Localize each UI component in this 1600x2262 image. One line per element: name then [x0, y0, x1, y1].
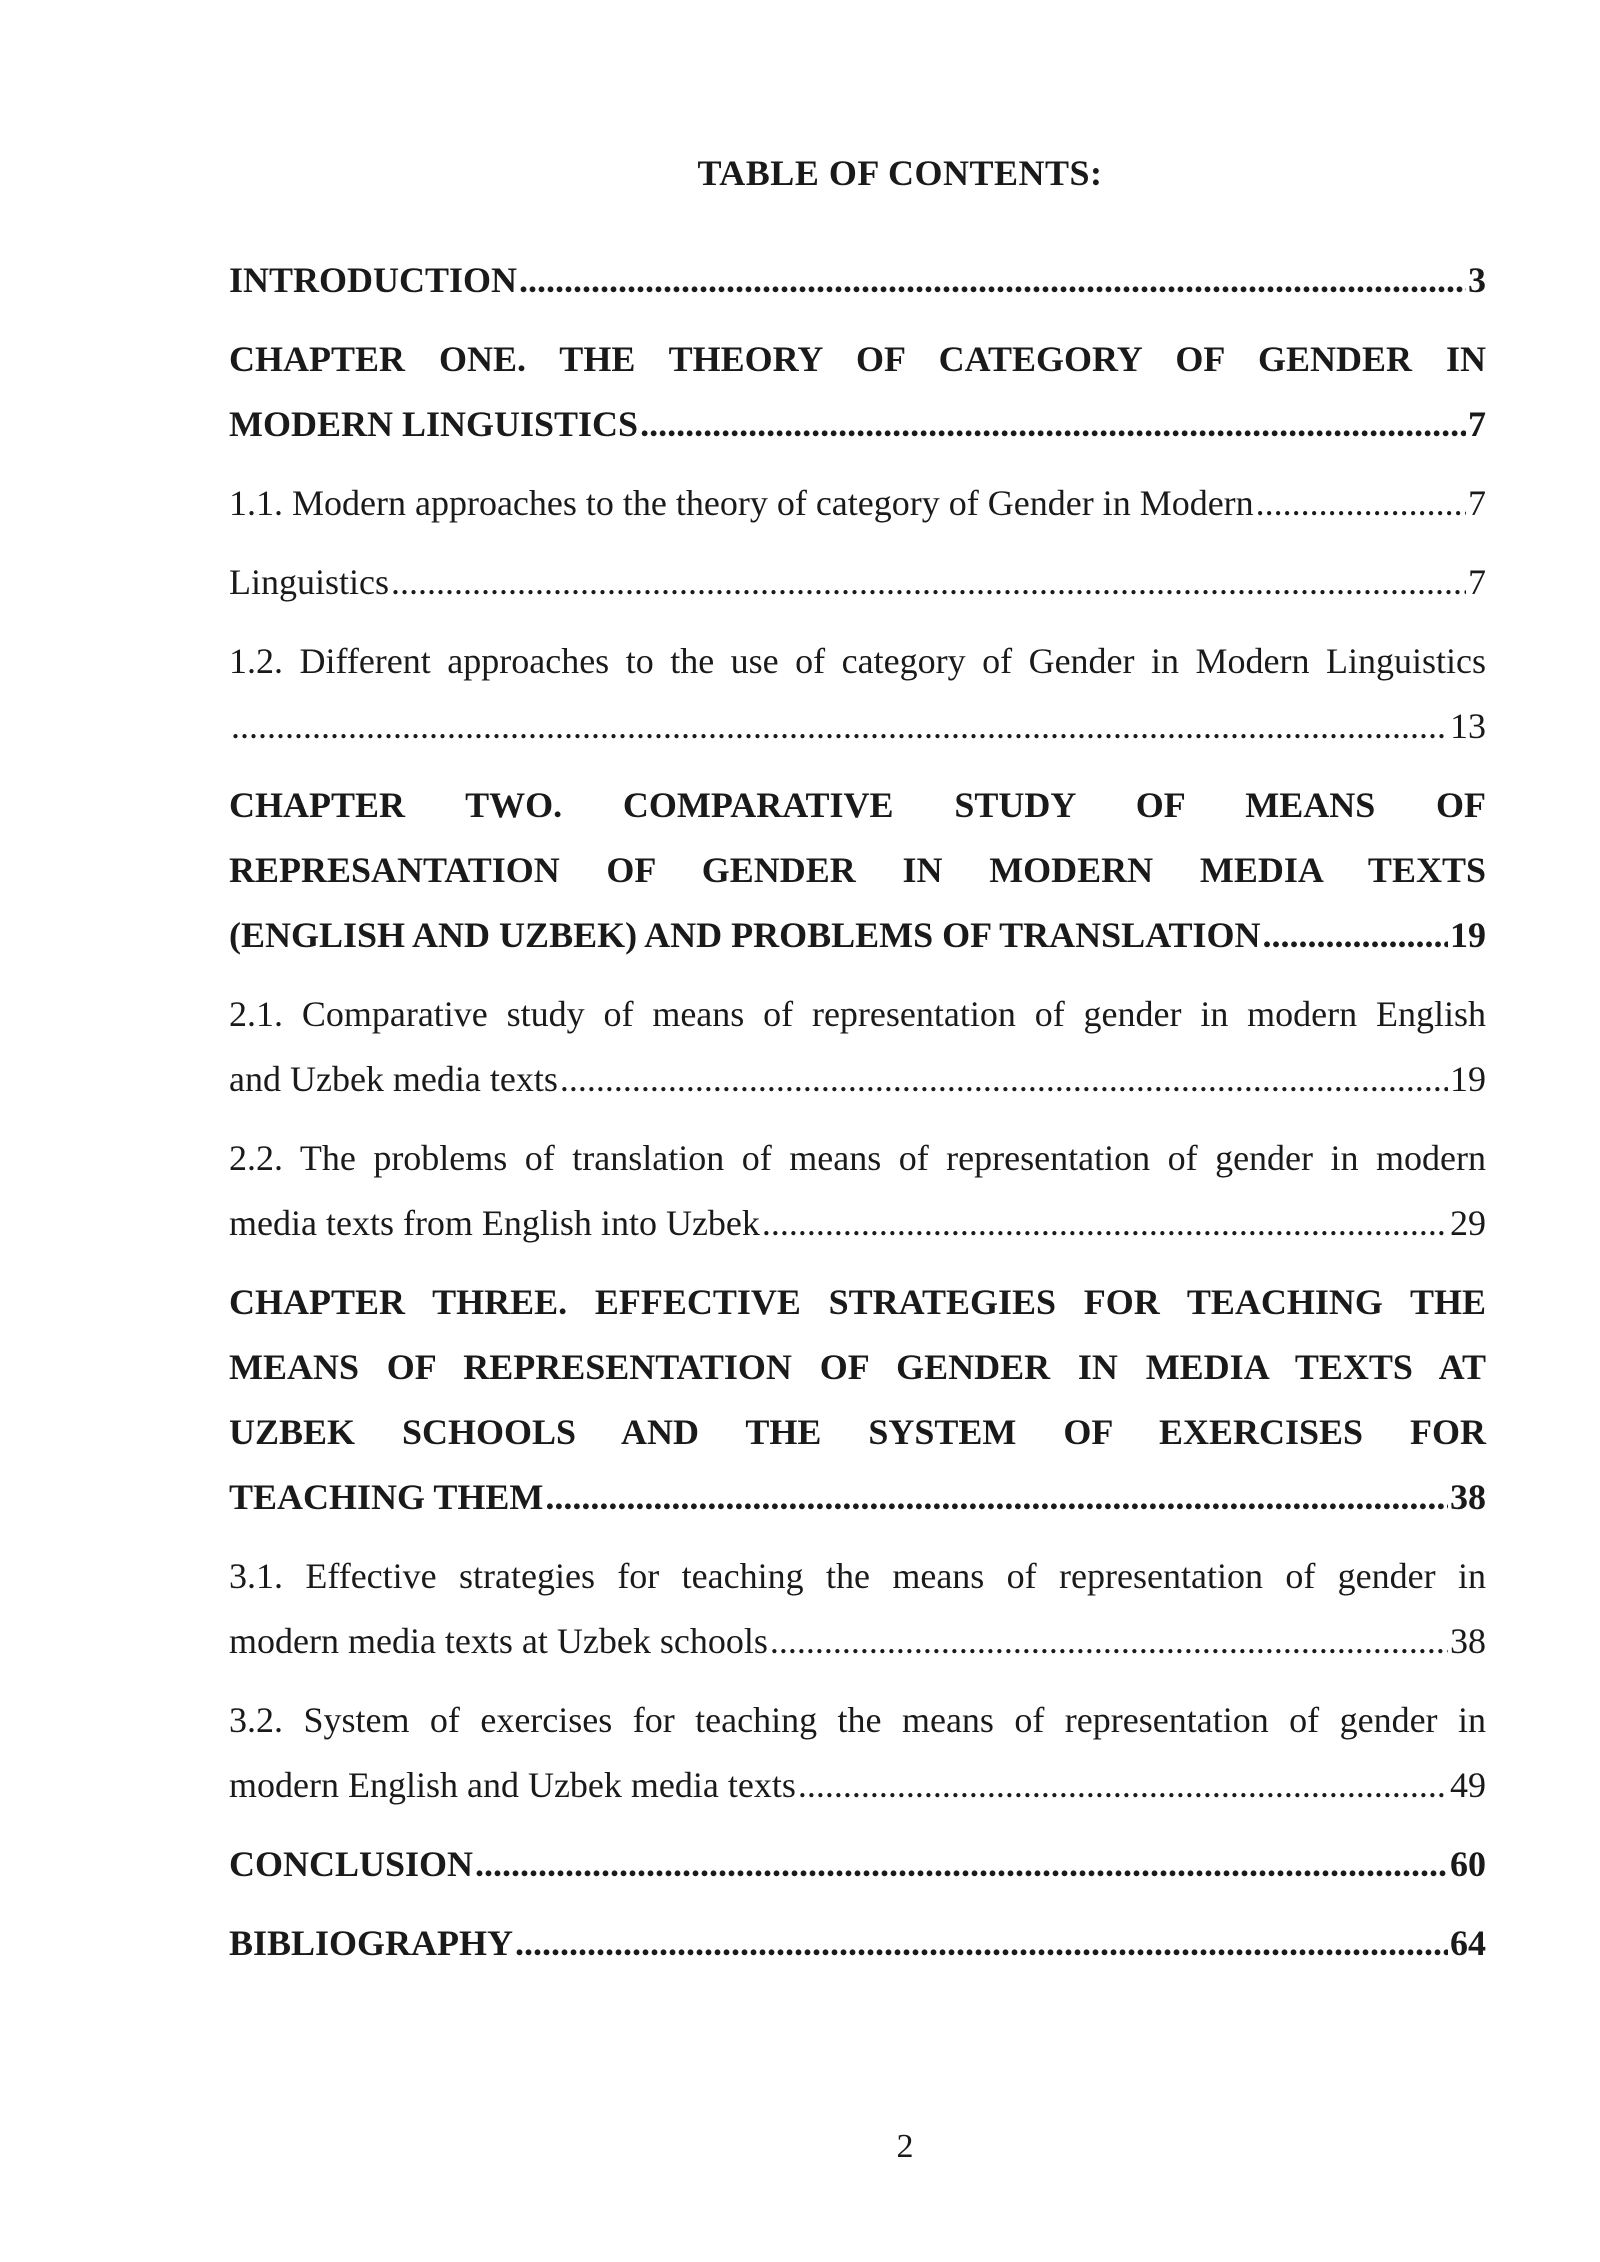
dot-leader: [1263, 903, 1448, 968]
page-number: 2: [896, 2128, 914, 2165]
toc-entry-last-line: [229, 903, 1486, 968]
toc-entry-page: 60: [1450, 1844, 1486, 1884]
toc-entry-last-line: [229, 1832, 1486, 1897]
toc-entry: [229, 1270, 1486, 1530]
toc-entry-line: 2.2. The problems of translation of means of representation of gender in modern: [229, 1138, 1486, 1178]
toc-entry-line: REPRESANTATION OF GENDER IN MODERN MEDIA TEXTS: [229, 850, 1486, 890]
toc-entry-line: CHAPTER THREE. EFFECTIVE STRATEGIES FOR TEACHING THE: [229, 1282, 1486, 1322]
toc-entry-page: 3: [1468, 260, 1486, 300]
page-title: TABLE OF CONTENTS:: [697, 153, 1103, 193]
toc-entry: [229, 1544, 1486, 1674]
dot-leader: [560, 1047, 1448, 1112]
toc-entry: [229, 1911, 1486, 1976]
toc-entry: [229, 1832, 1486, 1897]
dot-leader: [519, 248, 1466, 313]
toc-entry-title: Linguistics: [229, 562, 389, 602]
toc-entry-last-line: [229, 1911, 1486, 1976]
dot-leader: [762, 1191, 1448, 1256]
toc-entry-line: CHAPTER ONE. THE THEORY OF CATEGORY OF GENDER IN: [229, 339, 1486, 379]
toc-entry-line: 1.2. Different approaches to the use of category of Gender in Modern Linguistics: [229, 641, 1486, 681]
toc-entry: [229, 773, 1486, 968]
toc-entry: [229, 327, 1486, 457]
toc-entry-line: 3.1. Effective strategies for teaching the means of representation of gender in: [229, 1556, 1486, 1596]
toc-entry-last-line: [229, 392, 1486, 457]
toc-entry-last-line: [229, 1465, 1486, 1530]
dot-leader: [231, 694, 1448, 759]
toc-entry-last-line: [229, 471, 1486, 536]
toc-entry-line: 3.2. System of exercises for teaching the means of representation of gender in: [229, 1700, 1486, 1740]
toc-entry-last-line: [229, 248, 1486, 313]
toc-entry-line: MEANS OF REPRESENTATION OF GENDER IN MEDIA TEXTS AT: [229, 1347, 1486, 1387]
toc-entry-title: CONCLUSION: [229, 1844, 474, 1884]
toc-entry: [229, 1688, 1486, 1818]
toc-entry-last-line: [229, 550, 1486, 615]
toc-entry-title: media texts from English into Uzbek: [229, 1203, 760, 1243]
toc-entry-line: UZBEK SCHOOLS AND THE SYSTEM OF EXERCISES FOR: [229, 1412, 1486, 1452]
toc-entry-title: MODERN LINGUISTICS: [229, 404, 639, 444]
toc-entry: [229, 550, 1486, 615]
toc-entry-page: 19: [1450, 1059, 1486, 1099]
toc-entry-last-line: [229, 694, 1486, 759]
dot-leader: [475, 1832, 1448, 1897]
dot-leader: [770, 1609, 1448, 1674]
toc-entry-last-line: [229, 1609, 1486, 1674]
toc-entry-title: and Uzbek media texts: [229, 1059, 558, 1099]
toc-entry-page: 64: [1450, 1923, 1486, 1963]
toc-entry: [229, 629, 1486, 759]
toc-entry-page: 49: [1450, 1765, 1486, 1805]
toc-entry-title: modern media texts at Uzbek schools: [229, 1621, 768, 1661]
toc-entry-title: modern English and Uzbek media texts: [229, 1765, 796, 1805]
toc-entry: [229, 248, 1486, 313]
toc-entry-page: 38: [1450, 1621, 1486, 1661]
dot-leader: [545, 1465, 1448, 1530]
toc-entry-page: 29: [1450, 1203, 1486, 1243]
dot-leader: [391, 550, 1466, 615]
toc-entry-page: 13: [1450, 706, 1486, 746]
dot-leader: [640, 392, 1466, 457]
toc-entry-page: 38: [1450, 1477, 1486, 1517]
toc-entry-title: BIBLIOGRAPHY: [229, 1923, 514, 1963]
toc-entry-title: 1.1. Modern approaches to the theory of category of Gender in Modern: [229, 483, 1254, 523]
toc-entry-title: TEACHING THEM: [229, 1477, 544, 1517]
toc-entry: [229, 471, 1486, 536]
toc-entry: [229, 982, 1486, 1112]
toc-entry-line: CHAPTER TWO. COMPARATIVE STUDY OF MEANS OF: [229, 785, 1486, 825]
toc-entry-last-line: [229, 1753, 1486, 1818]
toc-entry-title: INTRODUCTION: [229, 260, 518, 300]
toc-entry-page: 19: [1450, 915, 1486, 955]
dot-leader: [798, 1753, 1448, 1818]
toc-entry: [229, 1126, 1486, 1256]
toc-entry-page: 7: [1468, 483, 1486, 523]
toc-entry-line: 2.1. Comparative study of means of representation of gender in modern English: [229, 994, 1486, 1034]
dot-leader: [1256, 471, 1466, 536]
toc-entry-last-line: [229, 1191, 1486, 1256]
toc-entry-title: (ENGLISH AND UZBEK) AND PROBLEMS OF TRANSLATION: [229, 915, 1261, 955]
toc-entry-last-line: [229, 1047, 1486, 1112]
toc-entry-page: 7: [1468, 562, 1486, 602]
table-of-contents: [229, 248, 1486, 1990]
dot-leader: [515, 1911, 1448, 1976]
toc-entry-page: 7: [1468, 404, 1486, 444]
